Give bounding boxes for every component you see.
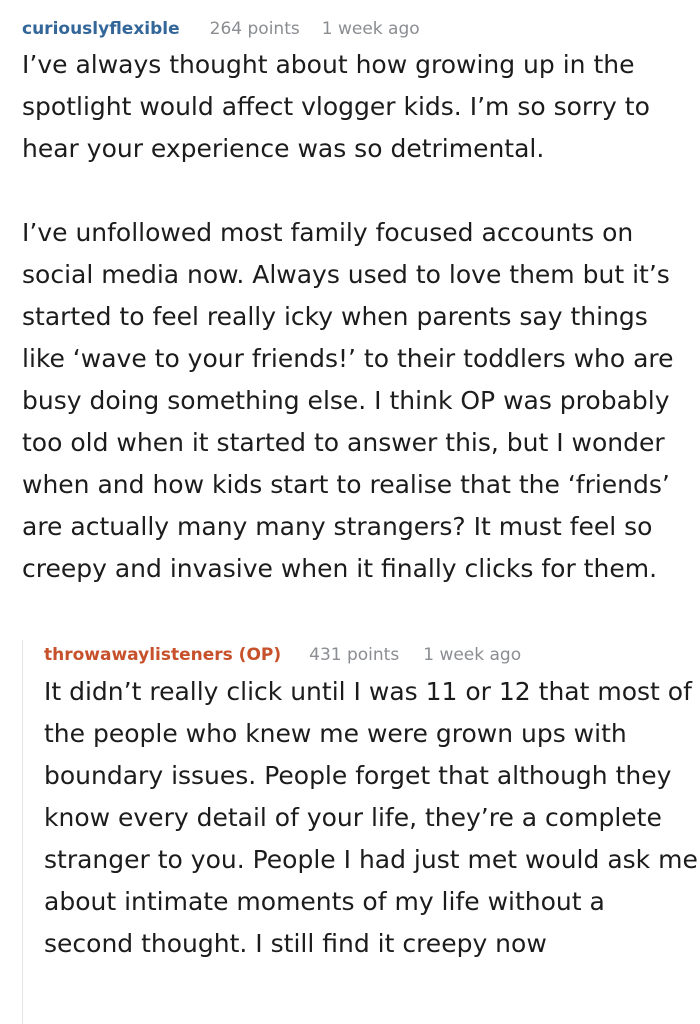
reply-username[interactable]: throwawaylisteners (OP) xyxy=(44,645,282,665)
comment-paragraph: I’ve unfollowed most family focused accounts on social media now. Always used to love them but it’s started to feel really icky when parents say things like ‘wave to your friends!’ to their toddlers who are busy doing something else. I think OP was probably too old when it started to answer this, but I wonder when and how kids start to realise that the ‘friends’ are actually many many strangers? It must feel so creepy and invasive when it finally clicks for them. xyxy=(22,218,674,583)
reply-points: 431 points xyxy=(309,645,400,665)
comment-top-level xyxy=(22,14,692,590)
reply-timestamp[interactable]: 1 week ago xyxy=(423,645,522,665)
reply-paragraph: It didn’t really click until I was 11 or 12 that most of the people who knew me were grown ups with boundary issues. People forget that although they know every detail of your life, they’re a complete stranger to you. People I had just met would ask me about intimate moments of my life without a second thought. I still find it creepy now xyxy=(44,677,698,958)
comment-meta xyxy=(22,14,692,44)
comment-paragraph: I’ve always thought about how growing up in the spotlight would affect vlogger kids. I’m so sorry to hear your experience was so detrimental. xyxy=(22,50,650,163)
comment-timestamp[interactable]: 1 week ago xyxy=(321,19,420,39)
comment-body xyxy=(22,44,692,590)
reply-meta xyxy=(44,640,700,670)
comment-points: 264 points xyxy=(209,19,300,39)
comment-reply xyxy=(22,640,700,1024)
comment-username[interactable]: curiouslyflexible xyxy=(22,19,180,39)
reply-body xyxy=(44,671,700,965)
